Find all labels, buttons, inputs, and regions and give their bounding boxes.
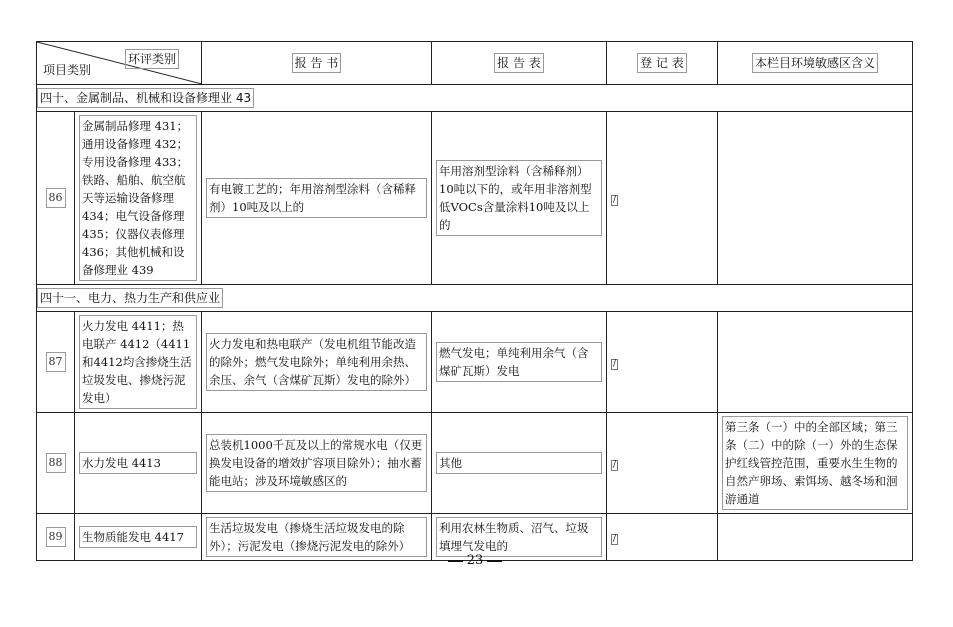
report-book-cell: 总装机1000千瓦及以上的常规水电（仅更换发电设备的增效扩容项目除外）；抽水蓄能电站；涉及环境敏感区的 <box>202 413 432 514</box>
report-form-cell: 利用农林生物质、沼气、垃圾填埋气发电的 <box>432 514 607 561</box>
col-sensitive: 本栏目环境敏感区含义 <box>718 42 913 85</box>
col-report-book: 报 告 书 <box>202 42 432 85</box>
corner-top-label: 环评类别 <box>125 49 179 69</box>
col-register: 登 记 表 <box>607 42 718 85</box>
table-row <box>37 312 913 413</box>
section-title: 四十、金属制品、机械和设备修理业 43 <box>37 88 254 108</box>
table-header-row <box>37 42 913 85</box>
row-number: 86 <box>37 112 75 285</box>
sensitive-cell <box>718 514 913 561</box>
section-row <box>37 285 913 312</box>
page-number: 23 <box>440 553 510 568</box>
classification-table <box>36 41 913 561</box>
table-row <box>37 112 913 285</box>
col-report-form: 报 告 表 <box>432 42 607 85</box>
register-cell: / <box>607 514 718 561</box>
report-form-cell: 其他 <box>432 413 607 514</box>
corner-bottom-label: 项目类别 <box>43 63 92 77</box>
register-cell: / <box>607 413 718 514</box>
report-form-cell: 燃气发电；单纯利用余气（含煤矿瓦斯）发电 <box>432 312 607 413</box>
row-number: 89 <box>37 514 75 561</box>
section-title: 四十一、电力、热力生产和供应业 <box>37 288 223 308</box>
category-cell: 水力发电 4413 <box>75 413 202 514</box>
row-number: 87 <box>37 312 75 413</box>
category-cell: 火力发电 4411；热电联产 4412（4411和4412均含掺烧生活垃圾发电、掺烧污泥发电） <box>75 312 202 413</box>
section-row <box>37 85 913 112</box>
report-book-cell: 生活垃圾发电（掺烧生活垃圾发电的除外）；污泥发电（掺烧污泥发电的除外） <box>202 514 432 561</box>
report-form-cell: 年用溶剂型涂料（含稀释剂）10吨以下的，或年用非溶剂型低VOCs含量涂料10吨及以上的 <box>432 112 607 285</box>
category-cell: 生物质能发电 4417 <box>75 514 202 561</box>
sensitive-cell <box>718 112 913 285</box>
sensitive-cell <box>718 312 913 413</box>
diagonal-header-cell <box>37 42 202 85</box>
report-book-cell: 有电镀工艺的；年用溶剂型涂料（含稀释剂）10吨及以上的 <box>202 112 432 285</box>
register-cell: / <box>607 112 718 285</box>
register-cell: / <box>607 312 718 413</box>
row-number: 88 <box>37 413 75 514</box>
table-row <box>37 413 913 514</box>
sensitive-cell: 第三条（一）中的全部区域；第三条（二）中的除（一）外的生态保护红线管控范围，重要水生生物的自然产卵场、索饵场、越冬场和洄游通道 <box>718 413 913 514</box>
report-book-cell: 火力发电和热电联产（发电机组节能改造的除外；燃气发电除外；单纯利用余热、余压、余气（含煤矿瓦斯）发电的除外） <box>202 312 432 413</box>
category-cell: 金属制品修理 431；通用设备修理 432；专用设备修理 433；铁路、船舶、航空航天等运输设备修理434；电气设备修理435；仪器仪表修理436；其他机械和设备修理业 439 <box>75 112 202 285</box>
